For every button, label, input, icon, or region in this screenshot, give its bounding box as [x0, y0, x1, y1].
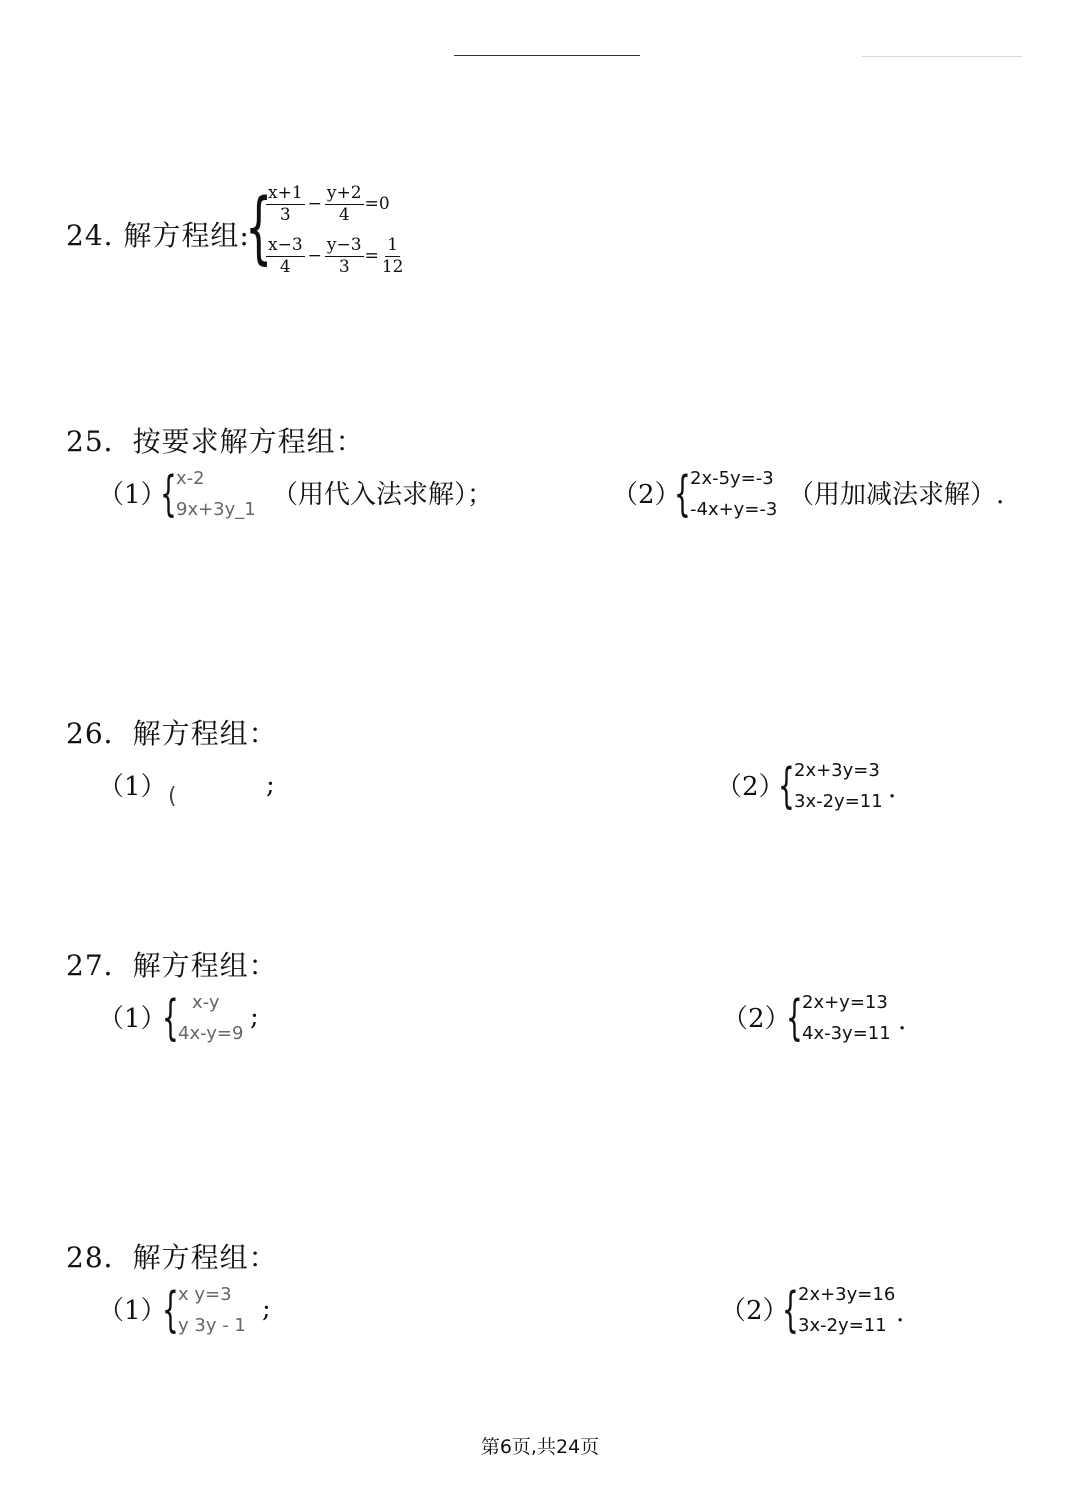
q24-title: 24. 解方程组: — [66, 219, 250, 252]
q26-part2-label: （2） — [716, 772, 785, 802]
q28-part2-end: . — [896, 1298, 905, 1328]
q28-part2-eq1: 2x+3y=16 — [798, 1284, 896, 1305]
q26-part2-system — [778, 757, 883, 815]
q25-title: 25．按要求解方程组： — [66, 425, 365, 458]
q26-title: 26．解方程组： — [66, 717, 278, 750]
q28-part2-brace: { — [782, 1282, 799, 1338]
q27-part2-brace: { — [786, 990, 803, 1046]
q28-part1-eq2: y 3y - 1 — [178, 1315, 246, 1336]
q24-equation-system — [245, 180, 406, 280]
q25-part2-label: （2） — [612, 480, 681, 510]
q25-part1-brace: { — [160, 466, 177, 522]
q27-part1-end: ; — [250, 1002, 259, 1032]
q28-part2-label: （2） — [720, 1296, 789, 1326]
q27-part1-eq2: 4x-y=9 — [178, 1023, 244, 1044]
q27-part2-eq2: 4x-3y=11 — [802, 1023, 891, 1044]
q27-part2-label: （2） — [722, 1004, 791, 1034]
q27-title: 27．解方程组： — [66, 949, 278, 982]
q26-part1-label: （1） — [98, 772, 167, 802]
q28-part1-end: ; — [262, 1294, 271, 1324]
q26-part1-end: ; — [266, 770, 275, 800]
q27-part1-brace: { — [162, 990, 179, 1046]
q27-part2-end: . — [898, 1006, 907, 1036]
q25-part1-label: （1） — [98, 480, 167, 510]
q26-part1-faded-mark: ( — [168, 784, 177, 809]
header-rule-faint — [862, 56, 1022, 57]
q26-part2-brace: { — [778, 758, 795, 814]
q27-part1-system — [162, 989, 243, 1047]
q25-part1-eq1: x-2 — [176, 468, 205, 489]
q26-part2-eq1: 2x+3y=3 — [794, 760, 880, 781]
q25-part1-eq2: 9x+3y_1 — [176, 499, 256, 520]
q27-part1-label: （1） — [98, 1004, 167, 1034]
q28-title: 28．解方程组： — [66, 1241, 278, 1274]
q25-part2-system — [674, 465, 777, 523]
q26-part2-end: . — [888, 774, 897, 804]
q25-part2-eq1: 2x-5y=-3 — [690, 468, 774, 489]
q28-part1-system — [162, 1281, 246, 1339]
q27-part2-system — [786, 989, 891, 1047]
q28-part2-eq2: 3x-2y=11 — [798, 1315, 887, 1336]
q25-part2-eq2: -4x+y=-3 — [690, 499, 778, 520]
q25-part1-method: （用代入法求解）； — [272, 480, 494, 510]
header-rule — [454, 55, 640, 56]
q26-part2-eq2: 3x-2y=11 — [794, 791, 883, 812]
q25-part2-brace: { — [674, 466, 691, 522]
q25-part1-system — [160, 465, 256, 523]
q27-part1-eq1: x-y — [192, 992, 220, 1013]
q28-part1-label: （1） — [98, 1296, 167, 1326]
q27-part2-eq1: 2x+y=13 — [802, 992, 888, 1013]
q24-brace: { — [245, 183, 273, 273]
q24-equation-2: $\frac{x-3}{4}$ − $\frac{y-3}{3}$ = $\frac{1}{12}$ — [268, 234, 404, 277]
q28-part2-system — [782, 1281, 895, 1339]
q28-part1-eq1: x y=3 — [178, 1284, 232, 1305]
q28-part1-brace: { — [162, 1282, 179, 1338]
q25-part2-method: （用加减法求解）. — [788, 480, 1005, 510]
q24-equation-1: $\frac{x+1}{3}$ − $\frac{y+2}{4}$ =0 — [268, 182, 390, 225]
page-number-footer: 第6页,共24页 — [480, 1436, 600, 1458]
